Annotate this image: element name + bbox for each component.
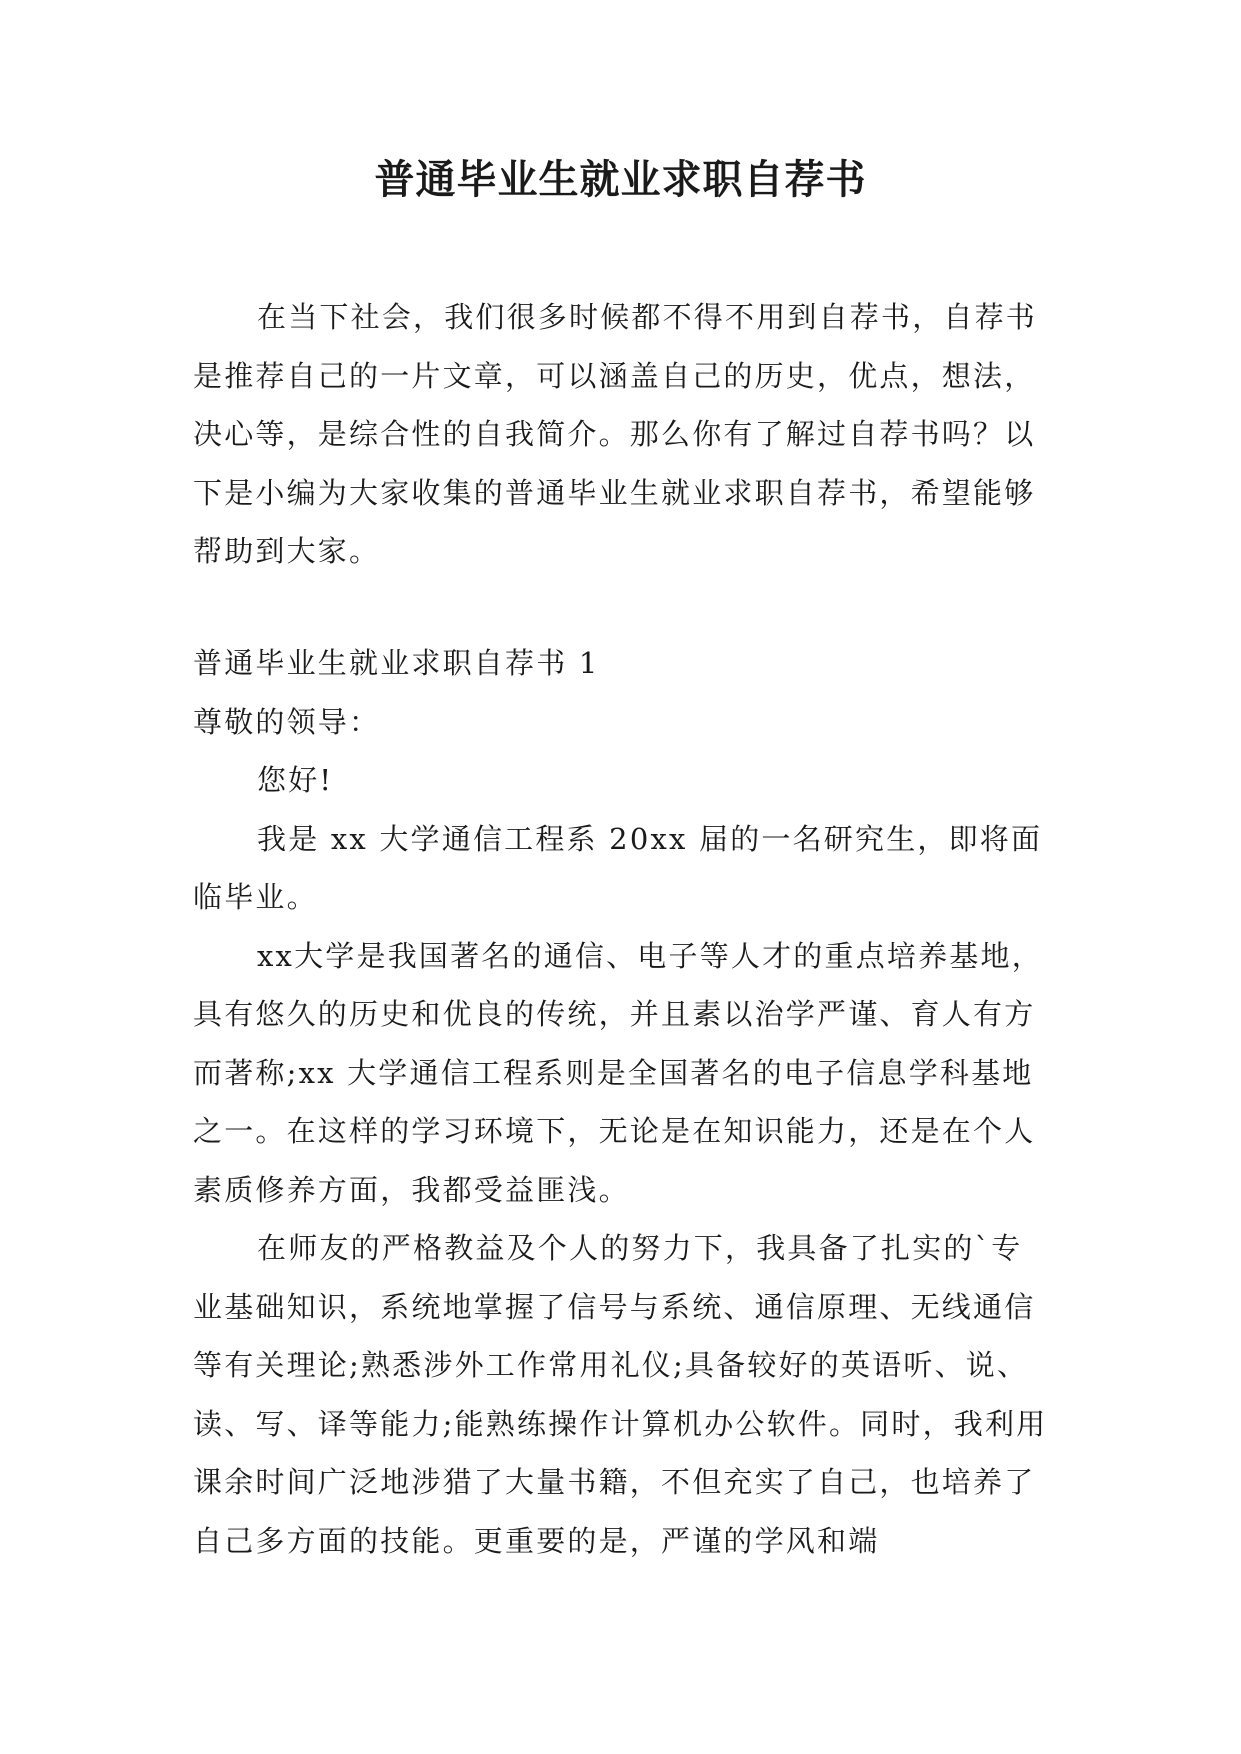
paragraph-1: 我是 xx 大学通信工程系 20xx 届的一名研究生，即将面临毕业。 [193,821,1043,914]
intro-paragraph: 在当下社会，我们很多时候都不得不用到自荐书，自荐书是推荐自己的一片文章，可以涵盖自己的历史，优点，想法，决心等，是综合性的自我简介。那么你有了解过自荐书吗？以下是小编为大家收集的普通毕业生就业求职自荐书，希望能够帮助到大家。 [193,300,1038,568]
salutation: 尊敬的领导： [193,704,381,739]
section-heading: 普通毕业生就业求职自荐书 1 [193,646,600,680]
document-title: 普通毕业生就业求职自荐书 [374,156,867,203]
intro-block [193,288,1053,581]
paragraph-2: xx大学是我国著名的通信、电子等人才的重点培养基地，具有悠久的历史和优良的传统，并且素以治学严谨、育人有方而著称;xx 大学通信工程系则是全国著名的电子信息学科基地之一。在这样的学习环境下，无论是在知识能力，还是在个人素质修养方面，我都受益匪浅。 [193,938,1043,1207]
paragraph-3: 在师友的严格教益及个人的努力下，我具备了扎实的`专业基础知识，系统地掌握了信号与系统、通信原理、无线通信等有关理论;熟悉涉外工作常用礼仪;具备较好的英语听、说、读、写、译等能力;能熟练操作计算机办公软件。同时，我利用课余时间广泛地涉猎了大量书籍，不但充实了自己，也培养了自己多方面的技能。更重要的是，严谨的学风和端 [193,1231,1048,1558]
greeting: 您好! [257,763,334,797]
letter-body [193,634,1053,1570]
